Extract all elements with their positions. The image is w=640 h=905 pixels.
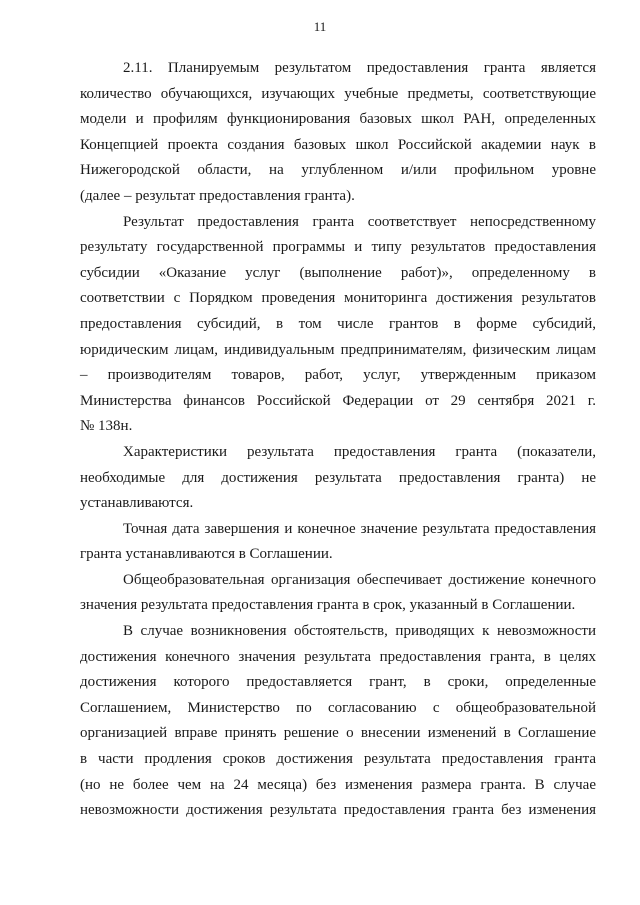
- text-line: № 138н.: [80, 418, 133, 435]
- text-line: количество обучающихся, изучающих учебные предметы, соответствующие: [80, 85, 596, 102]
- text-line: Характеристики результата предоставления гранта (показатели,: [123, 443, 596, 460]
- text-line: (но не более чем на 24 месяца) без изменения размера гранта. В случае: [80, 776, 596, 793]
- text-line: значения результата предоставления гранта в срок, указанный в Соглашении.: [80, 597, 576, 614]
- text-line: (далее – результат предоставления гранта).: [80, 187, 355, 204]
- text-line: В случае возникновения обстоятельств, приводящих к невозможности: [123, 623, 596, 640]
- text-line: Нижегородской области, на углубленном и/или профильном уровне: [80, 162, 596, 179]
- page-number: 11: [313, 19, 327, 34]
- text-line: Министерства финансов Российской Федерации от 29 сентября 2021 г.: [80, 392, 596, 409]
- text-line: Соглашением, Министерство по согласованию с общеобразовательной: [80, 699, 596, 716]
- document-body: [80, 56, 596, 824]
- paragraph: [80, 210, 596, 440]
- text-line: результату государственной программы и типу результатов предоставления: [80, 239, 596, 256]
- text-line: организацией вправе принять решение о внесении изменений в Соглашение: [80, 725, 596, 742]
- text-line: модели и профилям функционирования базовых школ РАН, определенных: [80, 111, 596, 128]
- text-line: Результат предоставления гранта соответствует непосредственному: [123, 213, 596, 230]
- text-line: – производителям товаров, работ, услуг, утвержденным приказом: [80, 367, 596, 384]
- text-line: необходимые для достижения результата предоставления гранта) не: [80, 469, 596, 486]
- paragraph: [80, 517, 596, 568]
- paragraph: [80, 568, 596, 619]
- text-line: 2.11. Планируемым результатом предоставления гранта является: [123, 60, 596, 76]
- text-line: Общеобразовательная организация обеспечивает достижение конечного: [123, 571, 596, 588]
- paragraph: [80, 56, 596, 210]
- text-line: достижения которого предоставляется грант, в сроки, определенные: [80, 674, 596, 691]
- text-line: Концепцией проекта создания базовых школ Российской академии наук в: [80, 136, 596, 153]
- text-line: соответствии с Порядком проведения мониторинга достижения результатов: [80, 290, 596, 307]
- text-line: в части продления сроков достижения результата предоставления гранта: [80, 751, 596, 768]
- text-line: достижения конечного значения результата предоставления гранта, в целях: [80, 648, 596, 665]
- text-line: субсидии «Оказание услуг (выполнение работ)», определенному в: [80, 264, 596, 281]
- text-line: Точная дата завершения и конечное значение результата предоставления: [123, 520, 596, 537]
- text-line: юридическим лицам, индивидуальным предпринимателям, физическим лицам: [80, 341, 596, 358]
- text-line: невозможности достижения результата предоставления гранта без изменения: [80, 802, 596, 819]
- text-line: гранта устанавливаются в Соглашении.: [80, 546, 333, 563]
- paragraph: [80, 619, 596, 824]
- text-line: предоставления субсидий, в том числе грантов в форме субсидий,: [80, 315, 596, 332]
- paragraph: [80, 440, 596, 517]
- text-line: устанавливаются.: [80, 495, 194, 512]
